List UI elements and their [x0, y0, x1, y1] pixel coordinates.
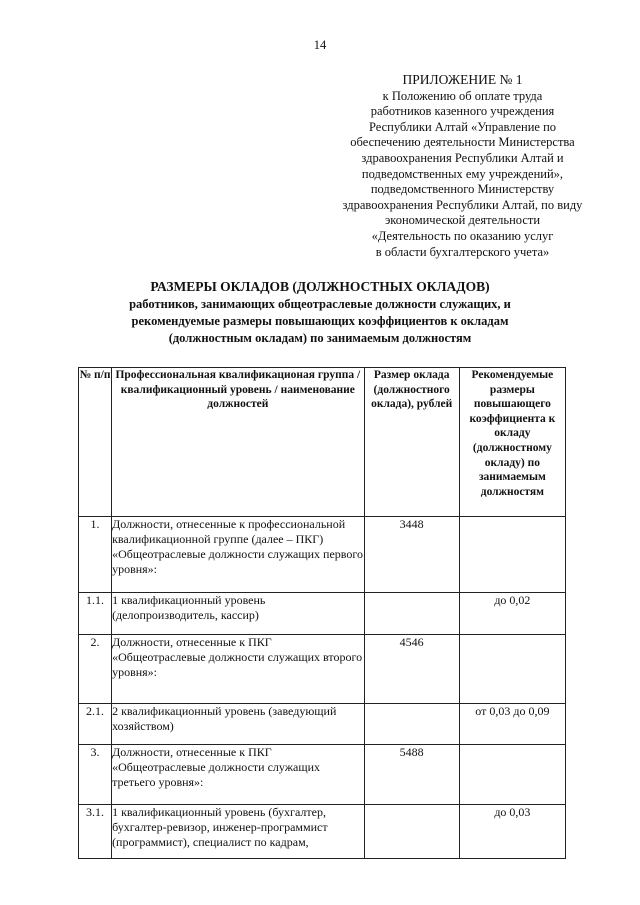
row-number: 3.	[79, 745, 112, 805]
document-title	[80, 278, 560, 347]
table-row	[79, 593, 566, 635]
document-title-main: РАЗМЕРЫ ОКЛАДОВ (ДОЛЖНОСТНЫХ ОКЛАДОВ)	[150, 279, 490, 294]
document-subtitle-line: работников, занимающих общеотраслевые должности служащих, и	[129, 297, 511, 311]
header-salary: Размер оклада (должностного оклада), рублей	[364, 368, 459, 517]
appendix-line: к Положению об оплате труда	[382, 88, 543, 103]
document-subtitle-line: (должностным окладам) по занимаемым должностям	[168, 331, 472, 345]
appendix-line: подведомственного Министерству	[370, 182, 555, 197]
header-coefficient: Рекомендуемые размеры повышающего коэффициента к окладу (должностному окладу) по занимаемым должностям	[459, 368, 565, 517]
row-coefficient	[459, 745, 565, 805]
table-row	[79, 635, 566, 704]
row-name: Должности, отнесенные к ПКГ «Общеотраслевые должности служащих третьего уровня»:	[112, 745, 365, 805]
page-number: 14	[313, 38, 327, 52]
row-salary: 4546	[364, 635, 459, 704]
row-name: Должности, отнесенные к профессиональной квалификационной группе (далее – ПКГ) «Общеотраслевые должности служащих первого уровня»:	[112, 517, 365, 593]
row-name: 1 квалификационный уровень (делопроизводитель, кассир)	[112, 593, 365, 635]
row-coefficient: до 0,02	[459, 593, 565, 635]
appendix-line: экономической деятельности	[384, 213, 541, 228]
appendix-line: здравоохранения Республики Алтай и	[361, 150, 564, 165]
row-coefficient	[459, 635, 565, 704]
row-number: 3.1.	[79, 805, 112, 859]
appendix-line: «Деятельность по оказанию услуг	[371, 228, 554, 243]
row-salary	[364, 805, 459, 859]
table-row	[79, 805, 566, 859]
row-salary	[364, 704, 459, 745]
row-name: 2 квалификационный уровень (заведующий хозяйством)	[112, 704, 365, 745]
salary-table	[78, 367, 566, 859]
row-number: 2.	[79, 635, 112, 704]
row-name: Должности, отнесенные к ПКГ «Общеотраслевые должности служащих второго уровня»:	[112, 635, 365, 704]
row-name: 1 квалификационный уровень (бухгалтер, бухгалтер-ревизор, инженер-программист (программист), специалист по кадрам,	[112, 805, 365, 859]
appendix-line: здравоохранения Республики Алтай, по виду	[342, 197, 583, 212]
table-row	[79, 704, 566, 745]
document-subtitle-line: рекомендуемые размеры повышающих коэффициентов к окладам	[131, 314, 509, 328]
row-salary	[364, 593, 459, 635]
table-row	[79, 517, 566, 593]
header-number: № п/п	[79, 368, 112, 517]
appendix-line: в области бухгалтерского учета»	[375, 244, 550, 259]
row-salary: 3448	[364, 517, 459, 593]
row-number: 1.1.	[79, 593, 112, 635]
appendix-title: ПРИЛОЖЕНИЕ № 1	[402, 72, 523, 87]
appendix-header	[300, 72, 625, 260]
appendix-line: обеспечению деятельности Министерства	[350, 135, 575, 150]
appendix-line: работников казенного учреждения	[370, 104, 555, 119]
header-name: Профессиональная квалификационая группа / квалификационный уровень / наименование должностей	[112, 368, 365, 517]
appendix-line: подведомственных ему учреждений»,	[361, 166, 564, 181]
row-number: 1.	[79, 517, 112, 593]
table-header-row	[79, 368, 566, 517]
appendix-line: Республики Алтай «Управление по	[368, 119, 557, 134]
table-row	[79, 745, 566, 805]
row-coefficient	[459, 517, 565, 593]
row-coefficient: от 0,03 до 0,09	[459, 704, 565, 745]
row-number: 2.1.	[79, 704, 112, 745]
row-coefficient: до 0,03	[459, 805, 565, 859]
row-salary: 5488	[364, 745, 459, 805]
